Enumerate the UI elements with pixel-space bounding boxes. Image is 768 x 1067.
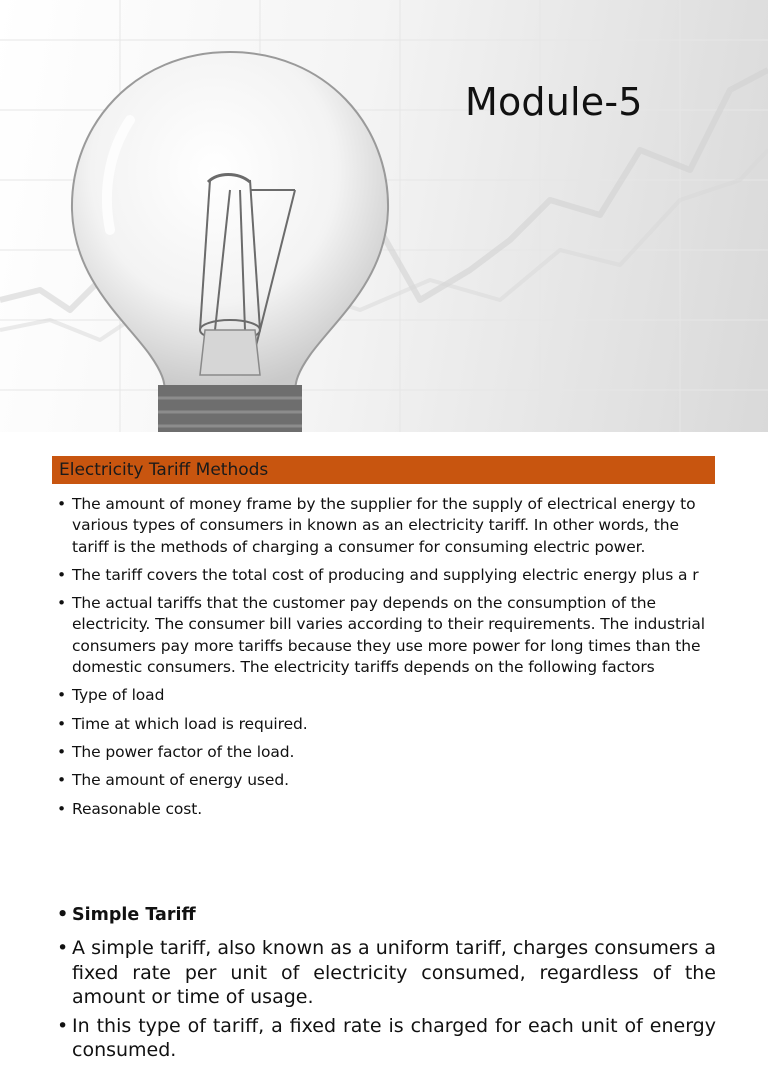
list-item	[52, 742, 716, 763]
bullet-icon: •	[57, 799, 67, 818]
bullet-text: The amount of energy used.	[72, 771, 289, 790]
list-item	[52, 494, 716, 558]
title-slide	[0, 0, 768, 432]
bullet-text: Type of load	[72, 686, 165, 705]
bullet-text: The power factor of the load.	[72, 742, 295, 761]
simple-tariff-paragraph-2	[52, 1014, 716, 1063]
list-item	[52, 593, 716, 678]
bullet-text: Reasonable cost.	[72, 799, 203, 818]
bullet-icon: •	[57, 686, 67, 705]
bullet-icon: •	[57, 771, 67, 790]
bullet-icon: •	[57, 1014, 69, 1037]
simple-tariff-section	[52, 902, 716, 1067]
list-item	[52, 770, 716, 791]
simple-tariff-heading	[52, 902, 716, 928]
bullet-icon: •	[57, 594, 67, 613]
bullet-icon: •	[57, 905, 69, 925]
bullet-text: The amount of money frame by the supplier for the supply of electrical energy to various types of consumers in known as an electricity tariff. In other words, the tariff is the methods of charging a consumer for consuming electric power.	[72, 495, 696, 556]
section-header: Electricity Tariff Methods	[52, 456, 715, 484]
slide-title: Module-5	[465, 80, 643, 124]
paragraph-text: In this type of tariff, a fixed rate is charged for each unit of energy consumed.	[72, 1014, 716, 1061]
bullet-icon: •	[57, 742, 67, 761]
bullet-text: Time at which load is required.	[72, 714, 308, 733]
bullet-icon: •	[57, 495, 67, 513]
bullet-icon: •	[57, 565, 67, 584]
list-item	[52, 685, 716, 706]
paragraph-text: A simple tariff, also known as a uniform tariff, charges consumers a fixed rate per unit of electricity consumed, regardless of the amount or time of usage.	[72, 937, 716, 1008]
list-item	[52, 565, 716, 586]
bullet-icon: •	[57, 937, 69, 959]
bullet-icon: •	[57, 714, 67, 733]
list-item	[52, 714, 716, 735]
light-bulb-icon	[40, 30, 420, 432]
simple-tariff-paragraph	[52, 936, 716, 1010]
list-item	[52, 799, 716, 820]
heading-text: Simple Tariff	[72, 905, 196, 925]
bullet-text: The actual tariffs that the customer pay depends on the consumption of the electricity. The consumer bill varies according to their requirements. The industrial consumers pay more tariffs because they use more power for long times than the domestic consumers. The electricity tariffs depends on the following factors	[72, 594, 706, 677]
bullet-text: The tariff covers the total cost of producing and supplying electric energy plus a r	[72, 565, 699, 584]
bullet-list	[52, 494, 716, 827]
